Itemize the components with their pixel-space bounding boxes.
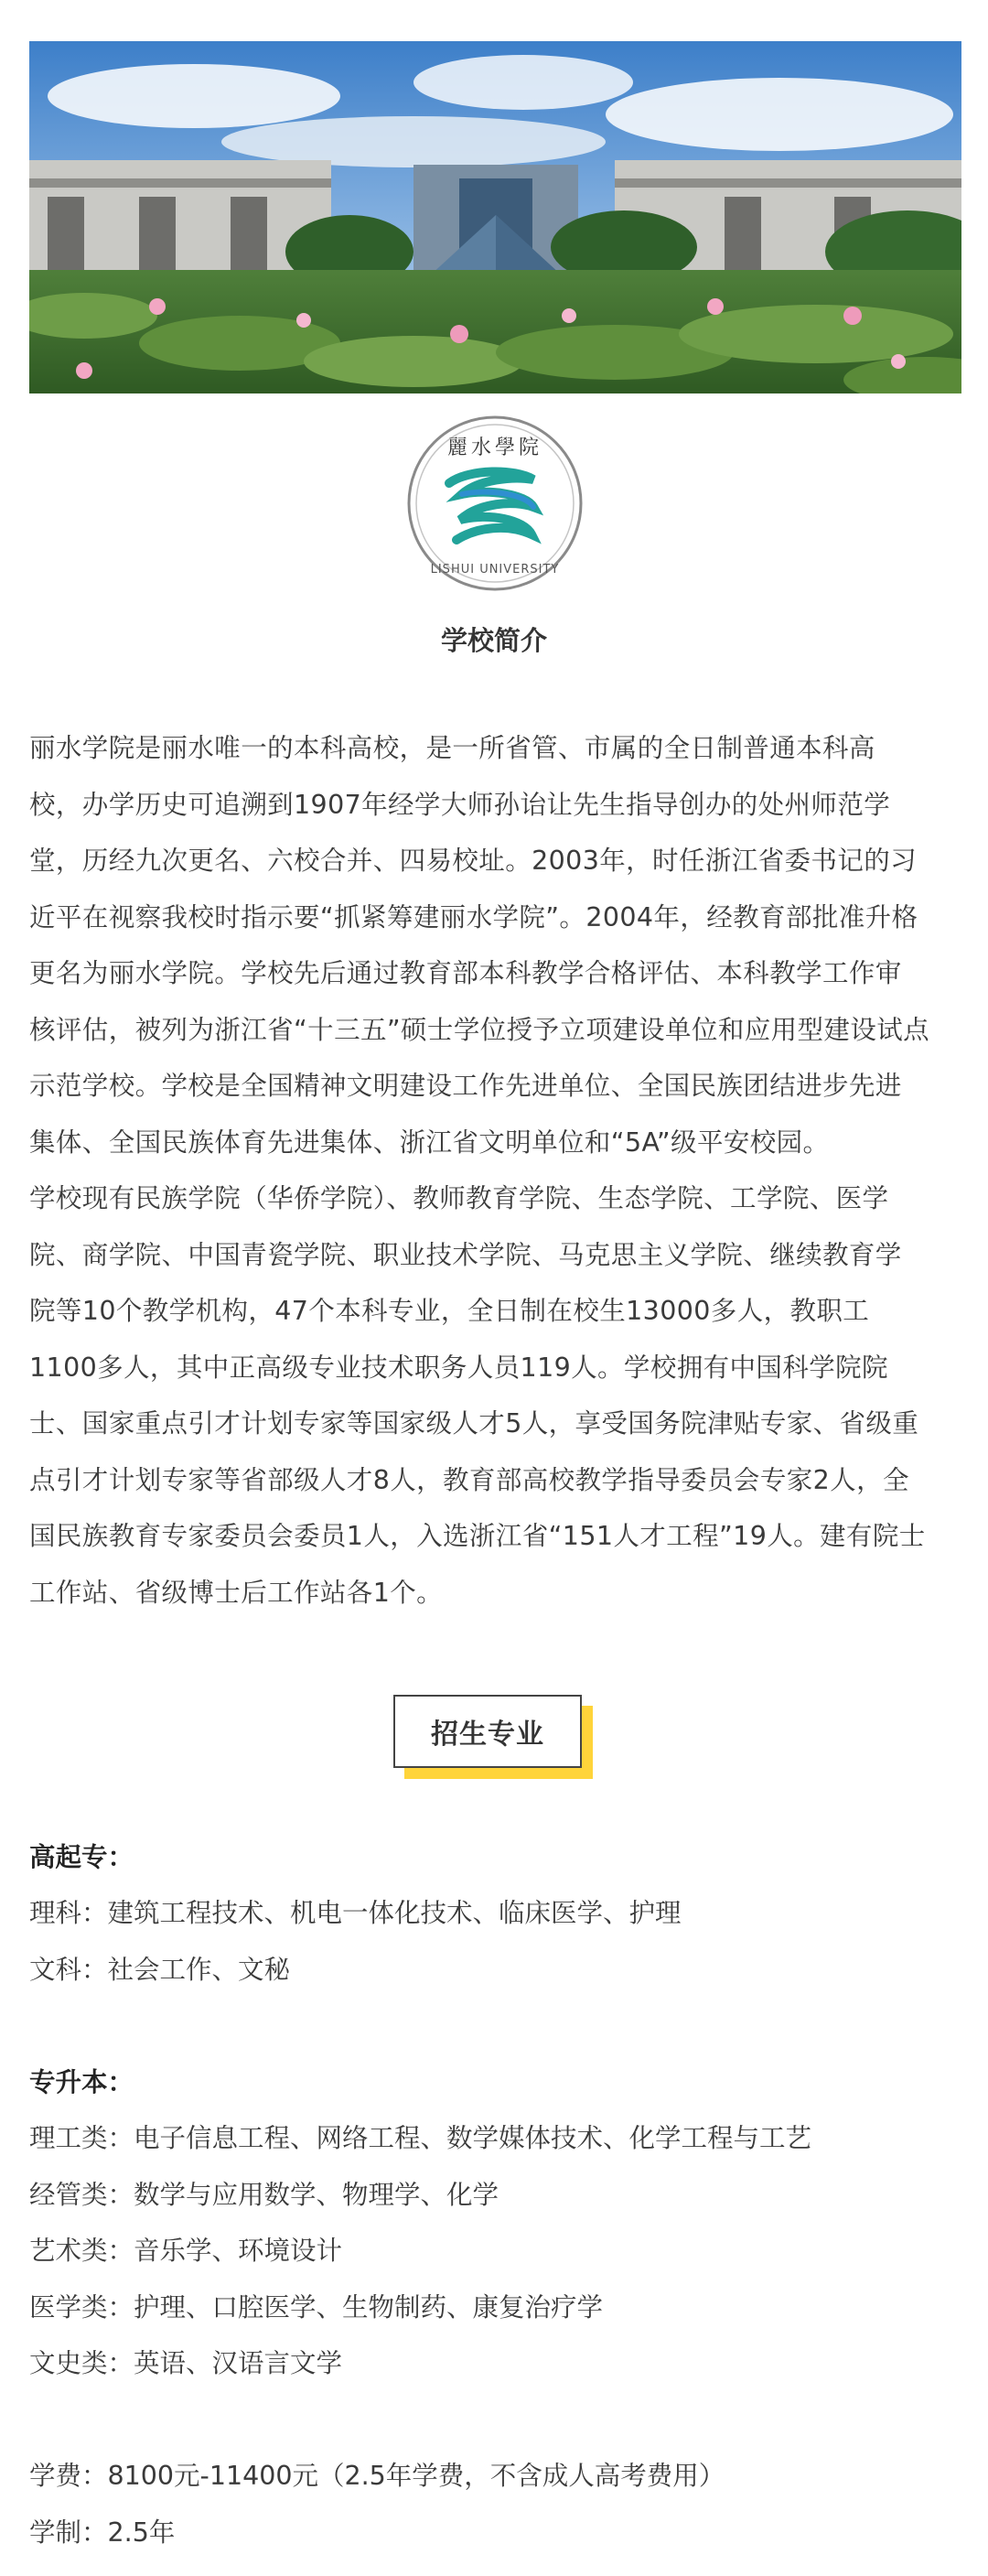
tuition-info: 学费：8100元-11400元（2.5年学费，不含成人高考费用） <box>29 2461 725 2491</box>
zhuanshengben-line: 医学类：护理、口腔医学、生物制药、康复治疗学 <box>29 2292 604 2323</box>
intro-text-line: 更名为丽水学院。学校先后通过教育部本科教学合格评估、本科教学工作审 <box>29 958 902 988</box>
intro-text-line: 1100多人，其中正高级专业技术职务人员119人。学校拥有中国科学院院 <box>29 1352 888 1383</box>
intro-text-line: 工作站、省级博士后工作站各1个。 <box>29 1577 444 1608</box>
intro-text-line: 近平在视察我校时指示要“抓紧筹建丽水学院”。2004年，经教育部批准升格 <box>29 901 918 932</box>
intro-text-line: 院等10个教学机构，47个本科专业，全日制在校生13000多人，教职工 <box>29 1296 870 1326</box>
zhuanshengben-line: 艺术类：音乐学、环境设计 <box>29 2236 343 2266</box>
logo-english-name: LISHUI UNIVERSITY <box>430 563 560 577</box>
logo-chinese-name: 麗水學院 <box>446 437 543 459</box>
zhuanshengben-line: 经管类：数学与应用数学、物理学、化学 <box>29 2180 499 2210</box>
intro-title: 学校简介 <box>440 625 547 656</box>
intro-text-line: 院、商学院、中国青瓷学院、职业技术学院、马克思主义学院、继续教育学 <box>29 1239 902 1270</box>
campus-photo <box>29 41 961 393</box>
intro-text-line: 校，办学历史可追溯到1907年经学大师孙诒让先生指导创办的处州师范学 <box>29 789 891 820</box>
enrollment-title: 招生专业 <box>393 1695 582 1768</box>
zhuanshengben-line: 文史类：英语、汉语言文学 <box>29 2348 343 2378</box>
intro-paragraph-1 <box>29 720 962 1170</box>
zhuanshengben-line: 理工类：电子信息工程、网络工程、数学媒体技术、化学工程与工艺 <box>29 2123 812 2153</box>
gaoqizhuan-heading: 高起专： <box>29 1842 134 1872</box>
zhuanshengben-heading: 专升本： <box>29 2067 134 2097</box>
intro-text-line: 集体、全国民族体育先进集体、浙江省文明单位和“5A”级平安校园。 <box>29 1126 830 1158</box>
university-logo <box>405 412 585 595</box>
intro-text-line: 示范学校。学校是全国精神文明建设工作先进单位、全国民族团结进步先进 <box>29 1071 902 1101</box>
duration-info: 学制：2.5年 <box>29 2517 176 2548</box>
intro-text-line: 学校现有民族学院（华侨学院）、教师教育学院、生态学院、工学院、医学 <box>29 1183 889 1213</box>
intro-text-line: 核评估，被列为浙江省“十三五”硕士学位授予立项建设单位和应用型建设试点 <box>29 1014 930 1045</box>
gaoqizhuan-line: 理科：建筑工程技术、机电一体化技术、临床医学、护理 <box>29 1898 682 1928</box>
intro-body <box>29 720 962 1621</box>
intro-text-line: 士、国家重点引才计划专家等国家级人才5人，享受国务院津贴专家、省级重 <box>29 1408 919 1439</box>
gaoqizhuan-line: 文科：社会工作、文秘 <box>29 1955 291 1985</box>
intro-text-line: 国民族教育专家委员会委员1人，入选浙江省“151人才工程”19人。建有院士 <box>29 1521 926 1551</box>
intro-text-line: 点引才计划专家等省部级人才8人，教育部高校教学指导委员会专家2人，全 <box>29 1464 909 1495</box>
enrollment-title-box <box>393 1695 582 1768</box>
intro-text-line: 堂，历经九次更名、六校合并、四易校址。2003年，时任浙江省委书记的习 <box>29 846 918 876</box>
intro-text-line: 丽水学院是丽水唯一的本科高校，是一所省管、市属的全日制普通本科高 <box>29 733 875 763</box>
intro-paragraph-2 <box>29 1170 962 1621</box>
